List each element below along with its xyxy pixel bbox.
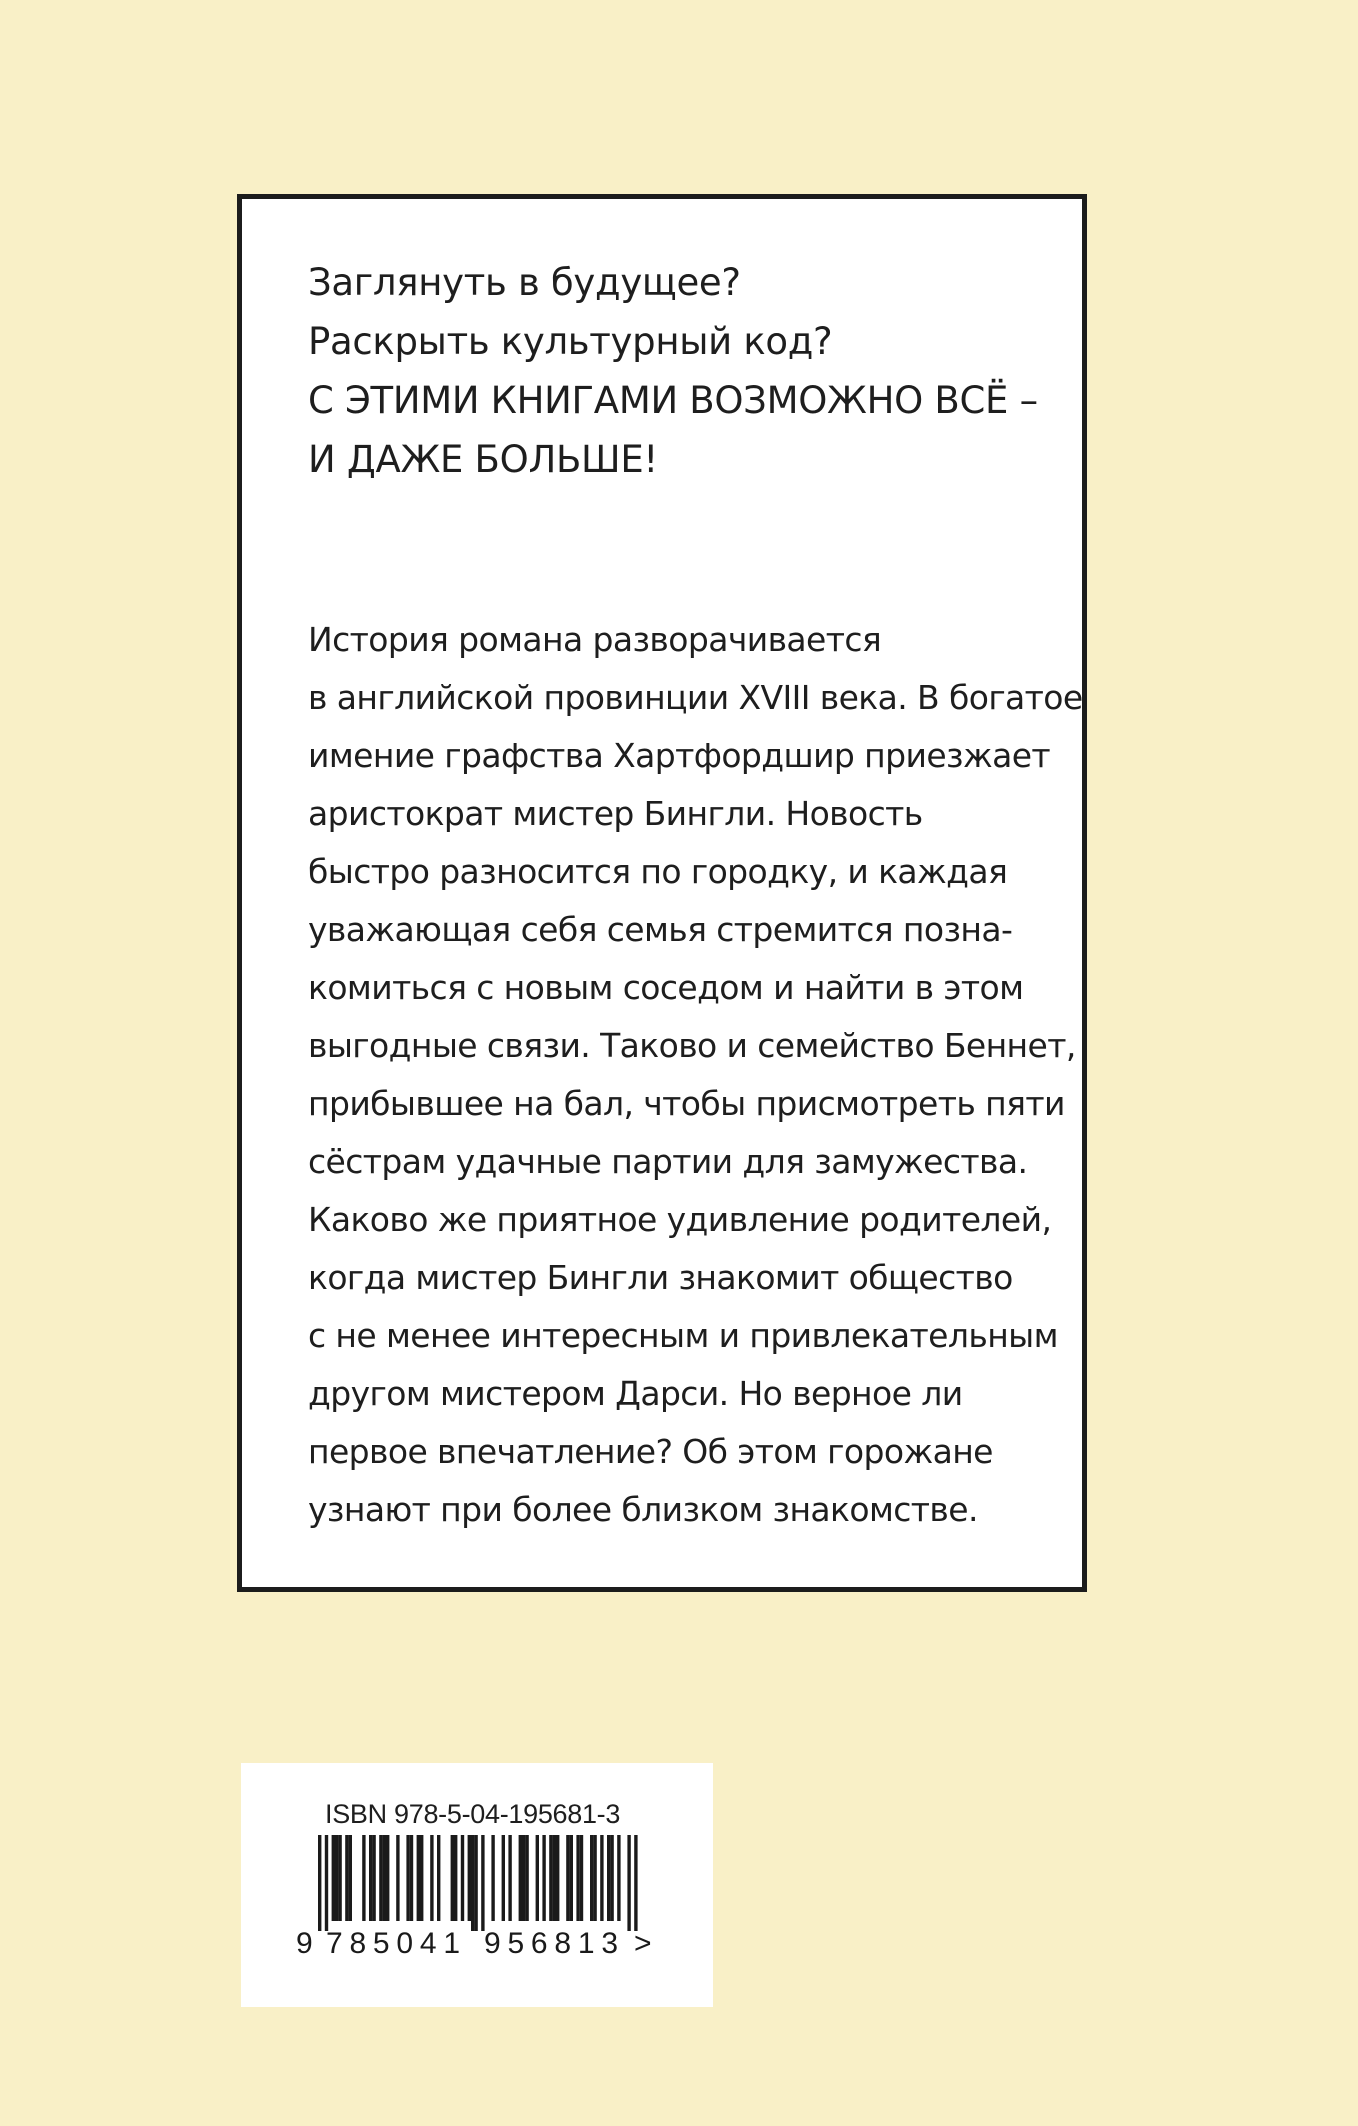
barcode-bar xyxy=(362,1835,365,1921)
barcode-bar xyxy=(576,1835,579,1921)
barcode-bar xyxy=(553,1835,556,1921)
barcode-bar xyxy=(617,1835,620,1921)
barcode-bar xyxy=(508,1835,511,1921)
barcode-bar xyxy=(451,1835,454,1921)
barcode-bar xyxy=(471,1835,474,1931)
description-line: когда мистер Бингли знакомит общество xyxy=(308,1258,1013,1297)
tagline-line: С ЭТИМИ КНИГАМИ ВОЗМОЖНО ВСЁ – xyxy=(308,379,1038,422)
barcode-bar xyxy=(593,1835,596,1921)
barcode-bar xyxy=(580,1835,583,1921)
barcode-bar xyxy=(468,1835,471,1921)
description-line: имение графства Хартфордшир приезжает xyxy=(308,736,1051,775)
barcode-bar xyxy=(417,1835,420,1921)
barcode-bar xyxy=(600,1835,603,1921)
barcode-bar xyxy=(474,1835,477,1931)
barcode-bar xyxy=(634,1835,637,1931)
barcode-bar xyxy=(379,1835,382,1921)
description-line: с не менее интересным и привлекательным xyxy=(308,1316,1058,1355)
barcode-bar xyxy=(502,1835,505,1921)
description-line: первое впечатление? Об этом горожане xyxy=(308,1432,993,1471)
barcode-bar xyxy=(345,1835,348,1921)
description-line: сёстрам удачные партии для замужества. xyxy=(308,1142,1028,1181)
barcode-bar xyxy=(549,1835,552,1921)
barcode-bar xyxy=(590,1835,593,1921)
description-line: выгодные связи. Таково и семейство Беннет, xyxy=(308,1026,1076,1065)
tagline xyxy=(308,253,1048,489)
barcode-bar xyxy=(627,1835,630,1931)
barcode-bar xyxy=(325,1835,328,1931)
barcode-digit-lead: 9 xyxy=(296,1927,313,1957)
barcode-bar xyxy=(396,1835,399,1921)
description-line: комиться с новым соседом и найти в этом xyxy=(308,968,1024,1007)
description-line: другом мистером Дарси. Но верное ли xyxy=(308,1374,963,1413)
barcode-bar xyxy=(420,1835,423,1921)
barcode-bar xyxy=(318,1835,321,1931)
tagline-line: Заглянуть в будущее? xyxy=(308,261,741,304)
barcode-bar xyxy=(332,1835,335,1921)
barcode-bar xyxy=(519,1835,522,1921)
blurb-frame xyxy=(237,194,1087,1592)
barcode-digits-right: 956813 xyxy=(484,1927,618,1957)
description-line: узнают при более близком знакомстве. xyxy=(308,1490,978,1529)
barcode xyxy=(296,1835,664,1957)
description-line: История романа разворачивается xyxy=(308,620,882,659)
barcode-bar xyxy=(430,1835,433,1921)
barcode-bar xyxy=(338,1835,341,1921)
barcode-bar xyxy=(536,1835,539,1921)
barcode-bar xyxy=(335,1835,338,1921)
barcode-bar xyxy=(610,1835,613,1921)
description-line: быстро разносится по городку, и каждая xyxy=(308,852,1008,891)
barcode-bars xyxy=(318,1835,638,1931)
barcode-bar xyxy=(525,1835,528,1921)
barcode-bar xyxy=(542,1835,545,1921)
description-line: в английской провинции XVIII века. В богатое xyxy=(308,678,1083,717)
description-line: уважающая себя семья стремится позна- xyxy=(308,910,1013,949)
barcode-bar xyxy=(607,1835,610,1921)
barcode-bar xyxy=(437,1835,440,1921)
barcode-bar xyxy=(481,1835,484,1931)
barcode-bar xyxy=(461,1835,464,1921)
barcode-bar xyxy=(410,1835,413,1921)
barcode-bar xyxy=(522,1835,525,1921)
book-description xyxy=(308,611,1083,1539)
barcode-digits-left: 785041 xyxy=(326,1927,460,1957)
barcode-bar xyxy=(566,1835,569,1921)
barcode-bar xyxy=(386,1835,389,1921)
barcode-bar xyxy=(406,1835,409,1921)
description-line: прибывшее на бал, чтобы присмотреть пяти xyxy=(308,1084,1065,1123)
barcode-bar xyxy=(383,1835,386,1921)
barcode-bar xyxy=(349,1835,352,1921)
description-line: аристократ мистер Бингли. Новость xyxy=(308,794,923,833)
tagline-line: И ДАЖЕ БОЛЬШЕ! xyxy=(308,438,658,481)
barcode-bar xyxy=(491,1835,494,1921)
description-line: Каково же приятное удивление родителей, xyxy=(308,1200,1052,1239)
barcode-bar xyxy=(570,1835,573,1921)
barcode-bar xyxy=(454,1835,457,1921)
tagline-line: Раскрыть культурный код? xyxy=(308,320,833,363)
barcode-panel xyxy=(241,1763,713,2007)
isbn-label: ISBN 978-5-04-195681-3 xyxy=(325,1799,621,1829)
barcode-bar xyxy=(556,1835,559,1921)
barcode-bar xyxy=(369,1835,372,1921)
barcode-digit-tail: > xyxy=(634,1927,652,1957)
barcode-bar xyxy=(372,1835,375,1921)
